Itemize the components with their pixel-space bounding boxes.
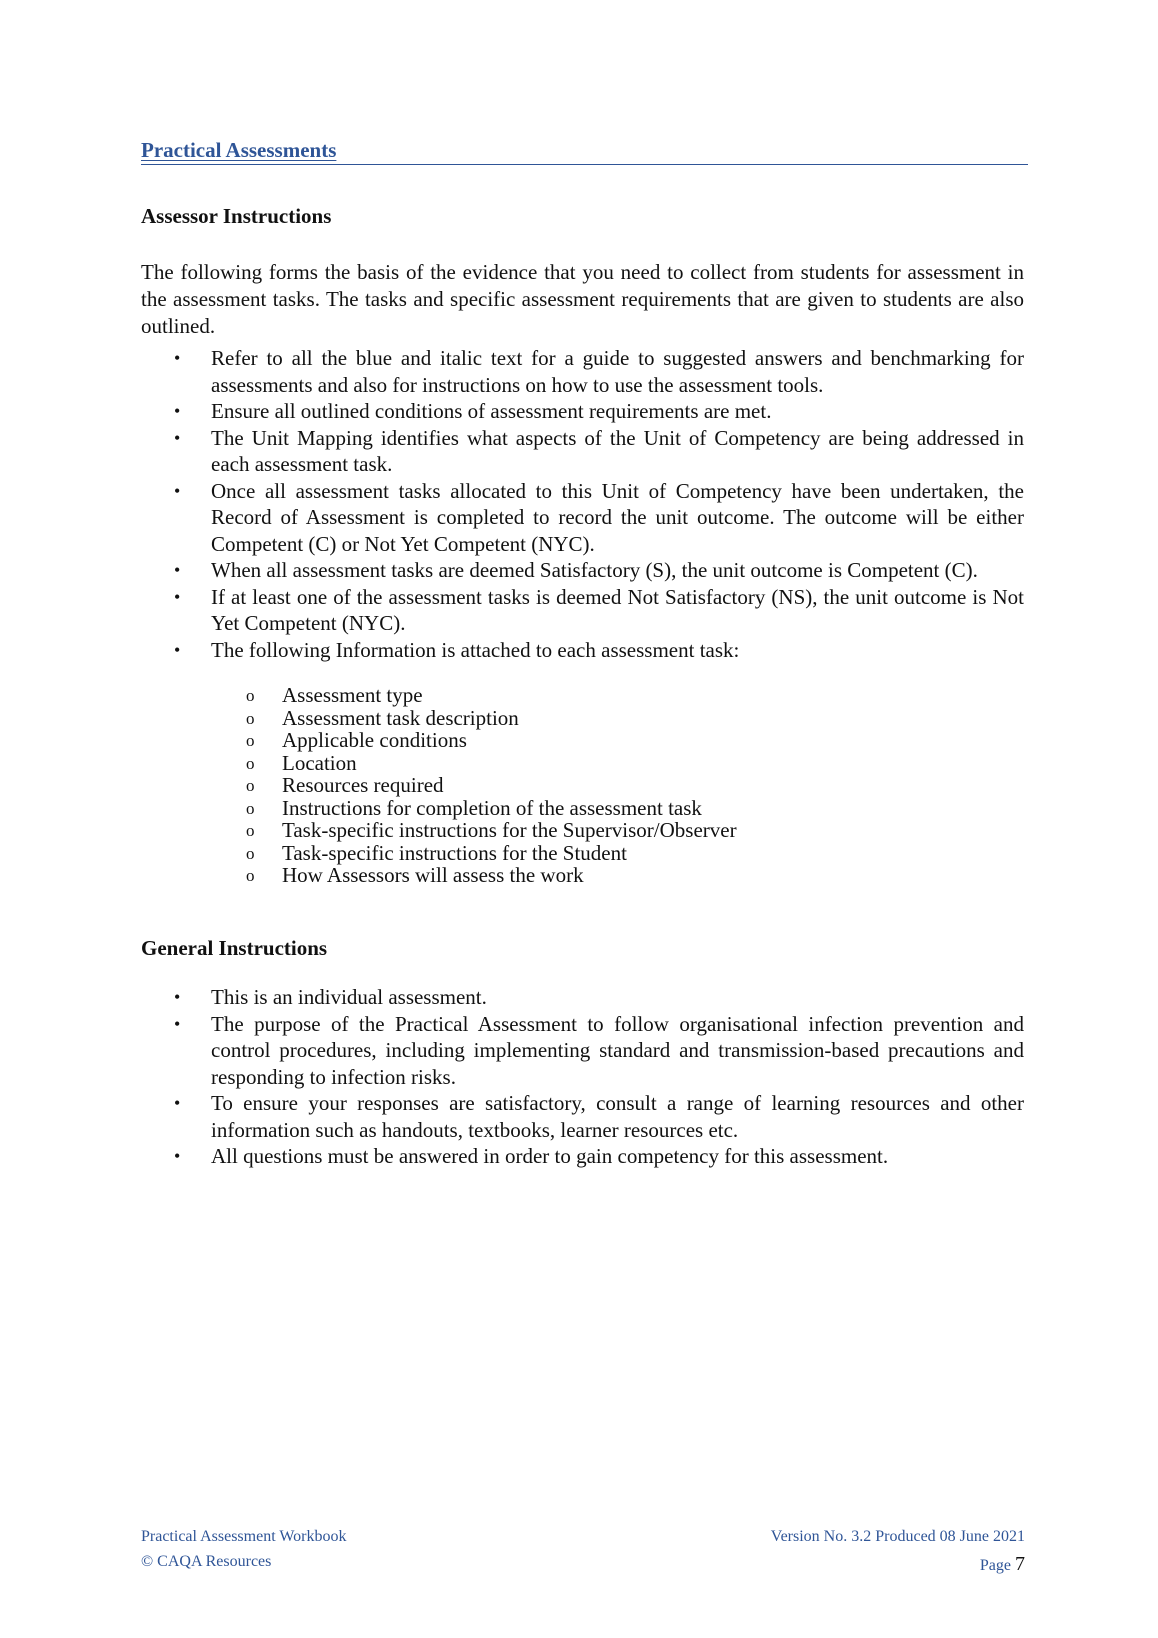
list-item [141,425,1024,478]
list-item-text: The purpose of the Practical Assessment to follow organisational infection prevention and control procedures, including implementing standard and transmission-based precautions and responding to infection risks. [211,1011,1024,1089]
bullet-icon: • [174,586,181,607]
bullet-icon: • [174,560,181,580]
circle-bullet-icon: o [246,821,255,840]
circle-bullet-icon: o [246,776,255,795]
list-item-text: If at least one of the assessment tasks is deemed Not Satisfactory (NS), the unit outcome is Not Yet Competent (NYC). [211,584,1024,635]
bullet-icon: • [174,1013,181,1034]
sub-list-item-text: Resources required [282,773,444,797]
circle-bullet-icon: o [246,843,255,863]
sub-list-item [141,752,737,775]
bullet-icon: • [174,427,181,448]
footer-copyright: © CAQA Resources [141,1553,272,1570]
list-item [141,637,1024,664]
list-item-text: This is an individual assessment. [211,985,487,1009]
sub-list-item-text: Task-specific instructions for the Student [282,840,627,865]
footer-page-label: Page [979,1557,1011,1574]
sub-list-item [141,707,737,730]
list-item-text: Refer to all the blue and italic text for a guide to suggested answers and benchmarking for assessments and also for instructions on how to use the assessment tools. [211,346,1024,397]
list-item-text: The Unit Mapping identifies what aspects of the Unit of Competency are being addressed in each assessment task. [211,425,1024,476]
list-item [141,398,1024,425]
sub-list-item-text: Instructions for completion of the assessment task [282,795,702,820]
bullet-icon: • [174,1093,181,1113]
list-item [141,584,1024,637]
circle-bullet-icon: o [246,753,255,773]
list-item [141,1143,1024,1170]
circle-bullet-icon: o [246,866,255,885]
list-item [141,478,1024,558]
section-title-text: Practical Assessments [141,138,337,162]
sub-list-item-text: Assessment type [282,683,423,707]
bullet-icon: • [174,401,181,421]
bullet-icon: • [174,1146,181,1166]
sub-list-item [141,797,737,820]
list-item-text: To ensure your responses are satisfactory, consult a range of learning resources and other information such as handouts, textbooks, learner resources etc. [211,1091,1024,1142]
list-item [141,1011,1024,1091]
sub-list-item-text: Task-specific instructions for the Supervisor/Observer [282,818,737,842]
list-item [141,1090,1024,1143]
list-item-text: The following Information is attached to each assessment task: [211,637,740,662]
footer-version: Version No. 3.2 Produced 08 June 2021 [770,1528,1025,1545]
assessor-bullet-list [141,345,1024,663]
assessor-instructions-heading: Assessor Instructions [141,204,332,228]
circle-bullet-icon: o [246,686,255,705]
footer-page-number: 7 [1015,1553,1025,1575]
footer-page [980,1553,1025,1576]
sub-list-item [141,864,737,887]
sub-list-item [141,774,737,797]
list-item-text: Once all assessment tasks allocated to this Unit of Competency have been undertaken, the Record of Assessment is completed to record the unit outcome. The outcome will be either Competent (C) or Not Yet Competent (NYC). [211,478,1024,556]
sub-list-item-text: How Assessors will assess the work [282,863,584,887]
list-item [141,345,1024,398]
circle-bullet-icon: o [246,731,255,750]
sub-list-item [141,842,737,865]
list-item [141,557,1024,584]
bullet-icon: • [174,480,181,501]
sub-list-item [141,729,737,752]
bullet-icon: • [174,639,181,660]
general-bullet-list [141,984,1024,1170]
assessment-task-info-list [141,684,737,887]
circle-bullet-icon: o [246,798,255,818]
list-item-text: When all assessment tasks are deemed Satisfactory (S), the unit outcome is Competent (C). [211,558,978,582]
sub-list-item-text: Location [282,750,357,775]
bullet-icon: • [174,987,181,1007]
bullet-icon: • [174,348,181,368]
footer-workbook-title: Practical Assessment Workbook [141,1528,347,1545]
list-item-text: Ensure all outlined conditions of assessment requirements are met. [211,399,772,423]
list-item-text: All questions must be answered in order to gain competency for this assessment. [211,1144,889,1168]
sub-list-item [141,684,737,707]
section-title [141,138,1028,165]
general-instructions-heading: General Instructions [141,936,328,960]
sub-list-item-text: Applicable conditions [282,728,467,752]
assessor-intro-paragraph: The following forms the basis of the evidence that you need to collect from students for assessment in the assessment tasks. The tasks and specific assessment requirements that are given to students are also outlined. [141,260,1024,338]
sub-list-item [141,819,737,842]
sub-list-item-text: Assessment task description [282,705,519,730]
list-item [141,984,1024,1011]
circle-bullet-icon: o [246,708,255,728]
